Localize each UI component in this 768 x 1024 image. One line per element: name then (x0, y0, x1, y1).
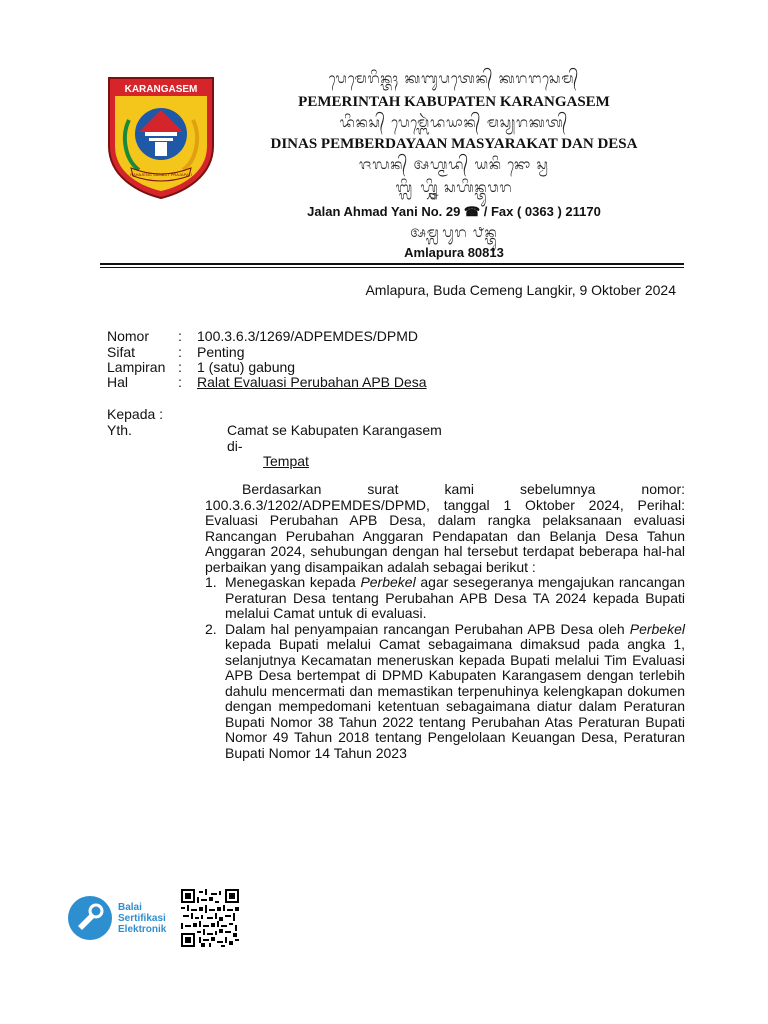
yth-label: Yth. (107, 422, 132, 438)
intro-paragraph: Berdasarkan surat kami sebelumnya nomor: 100.3.6.3/1202/ADPEMDES/DPMD, tanggal 1 Oktober 2024, Perihal: Evaluasi Perubahan APB Desa, dalam rangka pelaksanaan evaluasi Rancangan Perubahan Anggaran Pendapatan dan Belanja Desa Tahun Anggaran 2024, sehubungan dengan hal tersebut terdapat beberapa hal-hal perbaikan yang disampaikan adalah sebagai berikut : (205, 481, 685, 575)
meta-colon: : (178, 328, 182, 344)
letter-date: Amlapura, Buda Cemeng Langkir, 9 Oktober 2024 (365, 282, 676, 298)
kepada-label: Kepada : (107, 406, 164, 422)
meta-label-sifat: Sifat (107, 344, 136, 360)
point-item (205, 575, 685, 622)
point-text: Dalam hal penyampaian rancangan Perubahan APB Desa oleh (225, 620, 630, 637)
point-text: kepada Bupati melalui Camat sebagaimana dimaksud pada angka 1, selanjutnya Kecamatan meneruskan kepada Bupati melalui Tim Evaluasi APB Desa bertempat di DPMD Kabupaten Karangasem dengan terlebih dahulu mencermati dan memastikan terpenuhinya kelengkapan dokumen dengan mempedomani ketentuan sebagaimana diatur dalam Peraturan Bupati Nomor 38 Tahun 2022 tentang Perubahan Atas Peraturan Bupati Nomor 49 Tahun 2018 tentang Pengelolaan Keuangan Desa, Peraturan Bupati Nomor 14 Tahun 2023 (225, 636, 685, 761)
balinese-line-5: ᬅᬫ᭄ᬮᬧᬸᬭ ᬨᬦ᭄ᬢᬸ (410, 225, 498, 241)
meta-value-lampiran: 1 (satu) gabung (197, 359, 296, 375)
karangasem-logo (105, 76, 217, 200)
meta-label-nomor: Nomor (107, 328, 150, 344)
bsre-logo (68, 896, 166, 940)
logo-motto: RAHAJENG SAMBUT PRAJAPATI (130, 172, 192, 177)
meta-label-lampiran: Lampiran (107, 359, 166, 375)
letterhead-divider-thin (100, 267, 684, 268)
meta-value-sifat: Penting (197, 344, 245, 360)
point-text: Menegaskan kepada (225, 574, 361, 590)
balinese-line-2: ᬤᬶᬦᬲ᭄ ᬧᬾᬫ᭄ᬩᬾᬃᬤᬬᬵᬦ᭄ ᬫᬲ᭄ᬬᬭᬓᬢ᭄ (339, 115, 569, 131)
qr-code-icon (181, 889, 239, 947)
bsre-text (118, 902, 166, 935)
letterhead-divider (100, 263, 684, 265)
point-number: 2. (205, 620, 217, 637)
di-label: di- (227, 438, 243, 454)
meta-colon: : (178, 344, 182, 360)
city-postal: Amlapura 80813 (404, 245, 504, 260)
balinese-line-3: ᬚᬮᬦ᭄ ᬅᬳ᭄ᬫᬤ᭄ ᬬᬦᬶ ᬦᭀ ᬲ᭄ᬯ (358, 157, 549, 173)
department-name: DINAS PEMBERDAYAAN MASYARAKAT DAN DESA (270, 136, 638, 152)
logo-title: KARANGASEM (124, 84, 198, 95)
balinese-line-1: ᬧᬾᬫᬾᬭᬶᬦ᭄ᬢᬄ ᬓᬩᬸᬧᬢᬾᬦ᭄ ᬓᬭᬗᬲᬾᬫ᭄ (328, 71, 580, 87)
points-list (205, 575, 685, 761)
meta-value-hal: Ralat Evaluasi Perubahan APB Desa (197, 374, 427, 390)
government-name: PEMERINTAH KABUPATEN KARANGASEM (298, 94, 610, 110)
point-number: 1. (205, 574, 217, 590)
point-emphasis: Perbekel (360, 574, 416, 590)
point-item (205, 622, 685, 762)
meta-colon: : (178, 359, 182, 375)
recipient: Camat se Kabupaten Karangasem (227, 422, 442, 438)
office-address: Jalan Ahmad Yani No. 29 ☎ / Fax ( 0363 ) 21170 (307, 204, 601, 219)
meta-colon: : (178, 374, 182, 390)
point-text: agar sesegeranya mengajukan rancangan Peraturan Desa tentang Perubahan APB Desa TA 2024 kepada Bupati melalui Camat untuk di evaluasi. (225, 574, 686, 621)
bsre-line-2: Sertifikasi (118, 912, 166, 924)
bsre-line-3: Elektronik (118, 923, 167, 935)
meta-label-hal: Hal (107, 374, 129, 390)
tempat-label: Tempat (263, 453, 309, 469)
balinese-line-4: ᬩ᭄ᬮᬶ ᬳ᭄ᬦ᭄ᬘᬶ ᬲᬳᬶᬦ᭄ᬢᬸᬯᬭ (395, 180, 513, 196)
bsre-emblem-icon (68, 896, 112, 940)
point-emphasis: Perbekel (629, 620, 685, 637)
letter-body (205, 482, 685, 761)
meta-value-nomor: 100.3.6.3/1269/ADPEMDES/DPMD (197, 328, 418, 344)
karangasem-crest-icon (105, 76, 217, 200)
bsre-line-1: Balai (118, 901, 142, 913)
